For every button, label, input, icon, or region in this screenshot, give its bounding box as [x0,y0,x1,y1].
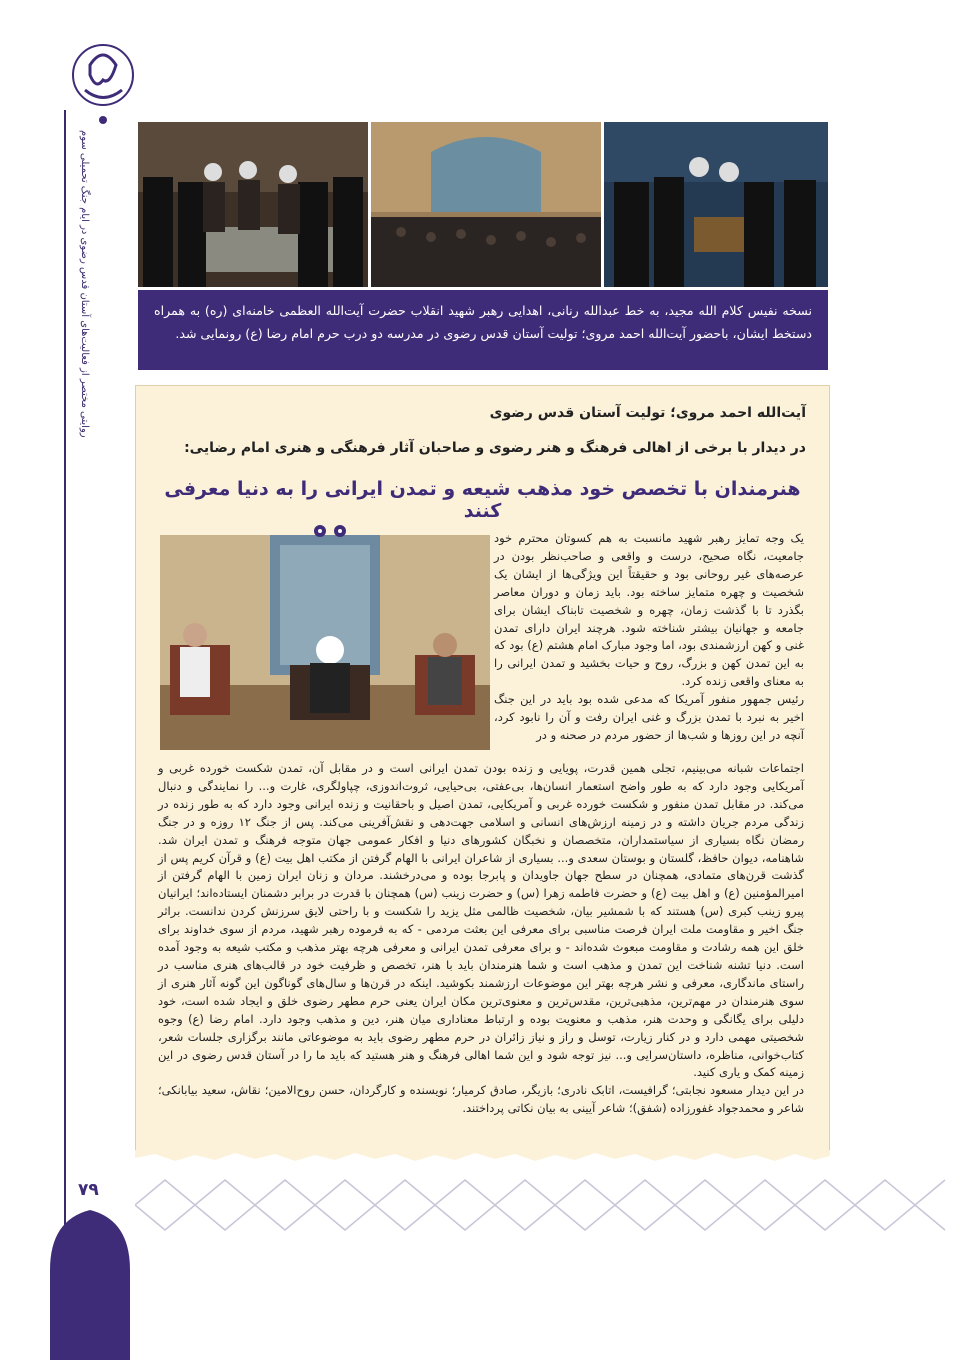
article-paragraph: اجتماعات شبانه می‌بینیم، تجلی همین قدرت، پویایی و زنده بودن تمدن ایرانی است و در مقابل آن، تمدن شکست خورده غربی و آمریکایی وجود دارد که به طور واضح استعمار انسان‌ها، بی‌عفتی، بی‌حیایی، ثروت‌اندوزی، چپاولگری، غارت و... را نمایندگی و دنبال می‌کند. در مقابل تمدن منفور و شکست خورده غربی و آمریکایی، تمدن اصیل و باحقانیت و زنده ایرانی وجود دارد که به طور زنده در زندگی مردم جریان داشته و در زمینه ارزش‌های انسانی و اسلامی جهت‌دهی و نقش‌آفرینی می‌کند. پس از جنگ ۱۲ روزه و در جنگ رمضان نگاه بسیاری از سیاستمداران، متخصصان و نخبگان کشورهای دنیا و افکار عمومی جهان متوجه فرهنگ و تمدن ایران شد. شاهنامه، دیوان حافظ، گلستان و بوستان سعدی و... بسیاری از شاعران ایرانی با الهام گرفتن از مکتب اهل بیت (ع) و قرآن کریم پس از گذشت قرن‌های متمادی، همچنان در سطح جهان جاویدان و پابرجا بوده و می‌درخشند. مردان و زنان ایران زمین با الهام گرفتن از امیرالمؤمنین (ع) و اهل بیت (ع) و حضرت فاطمه زهرا (س) و حضرت زینب (س) همچنان با قدرت در برابر دشمنان ایستاده‌اند؛ ایرانیان پیرو زینب کبری (س) هستند که با شمشیر بیان، شخصیت ظالمی مثل یزید را شکست و با راحتی لایق سرزنش کردن ندانست. براثر جنگ اخیر و مقاومت ملت ایران فرصت مناسبی برای معرفی این بعثت مردمی - که به فرموده رهبر شهید، مردم از سوی خداوند برای خلق این همه رشادت و مقاومت مبعوث شده‌اند - و برای معرفی تمدن ایرانی و معرفی هرچه بهتر مذهب و مکتب شیعه به وجود آمده است. دنیا تشنه شناخت این تمدن و مذهب است و شما هنرمندان باید با هنر، تخصص و ظرفیت خود در قالب‌های هنری مناسب در راستای ماندگاری، معرفی و نشر هرچه بهتر این موضوعات ارزشمند بکوشید. اینکه در قرن‌ها و سال‌های گوناگون این گونه آثار هنری از سوی هنرمندان در مهم‌ترین، مذهبی‌ترین، مقدس‌ترین و معنوی‌ترین مکان ایران یعنی حرم مطهر رضوی خلق و ایجاد شده است، خود دلیلی برای یگانگی و وحدت هنر، مذهب و معنویت بوده و ارتباط معناداری میان هنر، دین و مذهب وجود دارد. امام رضا (ع) وجوه شخصیتی مهمی دارد و در کنار زیارت، توسل و راز و نیاز زائران در حرم مطهر رضوی باید به موضوعاتی مانند برگزاری جلسات شعر، کتاب‌خوانی، مناظره، داستان‌سرایی و... نیز توجه شود و این شما اهالی فرهنگ و هنر هستید که باید ما را در آستان قدس رضوی در این زمینه کمک و یاری کنید. [158,761,804,1080]
ornament-icon [300,523,360,539]
photo-quran-unveiling [138,122,368,287]
sidebar-rule [64,110,66,1240]
article-headline: هنرمندان با تخصص خود مذهب شیعه و تمدن ایرانی را به دنیا معرفی کنند [164,478,801,522]
decorative-pattern [135,1170,966,1240]
sidebar [0,0,128,1357]
page-number: ۷۹ [78,1180,99,1200]
article-column [494,530,804,745]
article-subtitle: در دیدار با برخی از اهالی فرهنگ و هنر رضوی و صاحبان آثار فرهنگی و هنری امام رضایی: [184,440,806,456]
publication-logo [70,35,136,125]
photo-dignitaries [604,122,828,287]
top-photo-strip [138,122,828,287]
article-kicker: آیت‌الله احمد مروی؛ تولیت آستان قدس رضوی [489,405,806,421]
article-body [158,760,804,1118]
torn-edge [135,1150,830,1162]
article-paragraph: در این دیدار مسعود نجابتی؛ گرافیست، اتابک نادری؛ بازیگر، صادق کرمیار؛ نویسنده و کارگردان، حسن روح‌الامین؛ نقاش، سعید بیابانکی؛ شاعر و محمدجواد غفورزاده (شفق)؛ شاعر آیینی به بیان نکاتی پرداختند. [158,1083,804,1116]
article-paragraph: رئیس جمهور منفور آمریکا که مدعی شده بود باید در این جنگ اخیر به نبرد با تمدن بزرگ و غنی ایران رفت و آن را نابود کرد، آنچه در این روزها و شب‌ها از حضور مردم در صحنه و در [494,692,804,742]
running-head: روایتی مختصر از فعالیت‌های آستان قدس رضوی در ایام جنگ تحمیلی سوم [79,130,90,438]
article-paragraph: یک وجه تمایز رهبر شهید مانسبت به هم کسوتان محترم خود جامعیت، نگاه صحیح، درست و واقعی و صاحب‌نظر بودن در عرصه‌های غیر روحانی بود و حقیقتاً این ویژگی‌ها از ایشان یک شخصیت و چهره متمایز ساخته بود. باید زمان و دوران معاصر بگذرد تا با گذشت زمان، چهره و شخصیت تابناک ایشان برای جامعه و جهانیان بیشتر شناخته شود. هرچند ایران دارای تمدن غنی و کهن ارزشمندی بود، اما وجود مبارک امام هشتم (ع) بود که به این تمدن کهن و بزرگ، روح و حیات بخشید و تمدن ایرانی را به معنای واقعی زنده کرد. [494,531,804,689]
photo-meeting [160,535,490,750]
bottom-arch-ornament [40,1210,140,1360]
photo-caption-text: نسخه نفیس کلام الله مجید، به خط عبدالله رنانی، اهدایی رهبر شهید انقلاب حضرت آیت‌الله العظمی خامنه‌ای (ره) به همراه دستخط ایشان، باحضور آیت‌الله احمد مروی؛ تولیت آستان قدس رضوی در مدرسه دو درب حرم امام رضا (ع) رونمایی شد. [154,303,812,341]
photo-ceremony-hall [371,122,601,287]
photo-caption [138,290,828,370]
